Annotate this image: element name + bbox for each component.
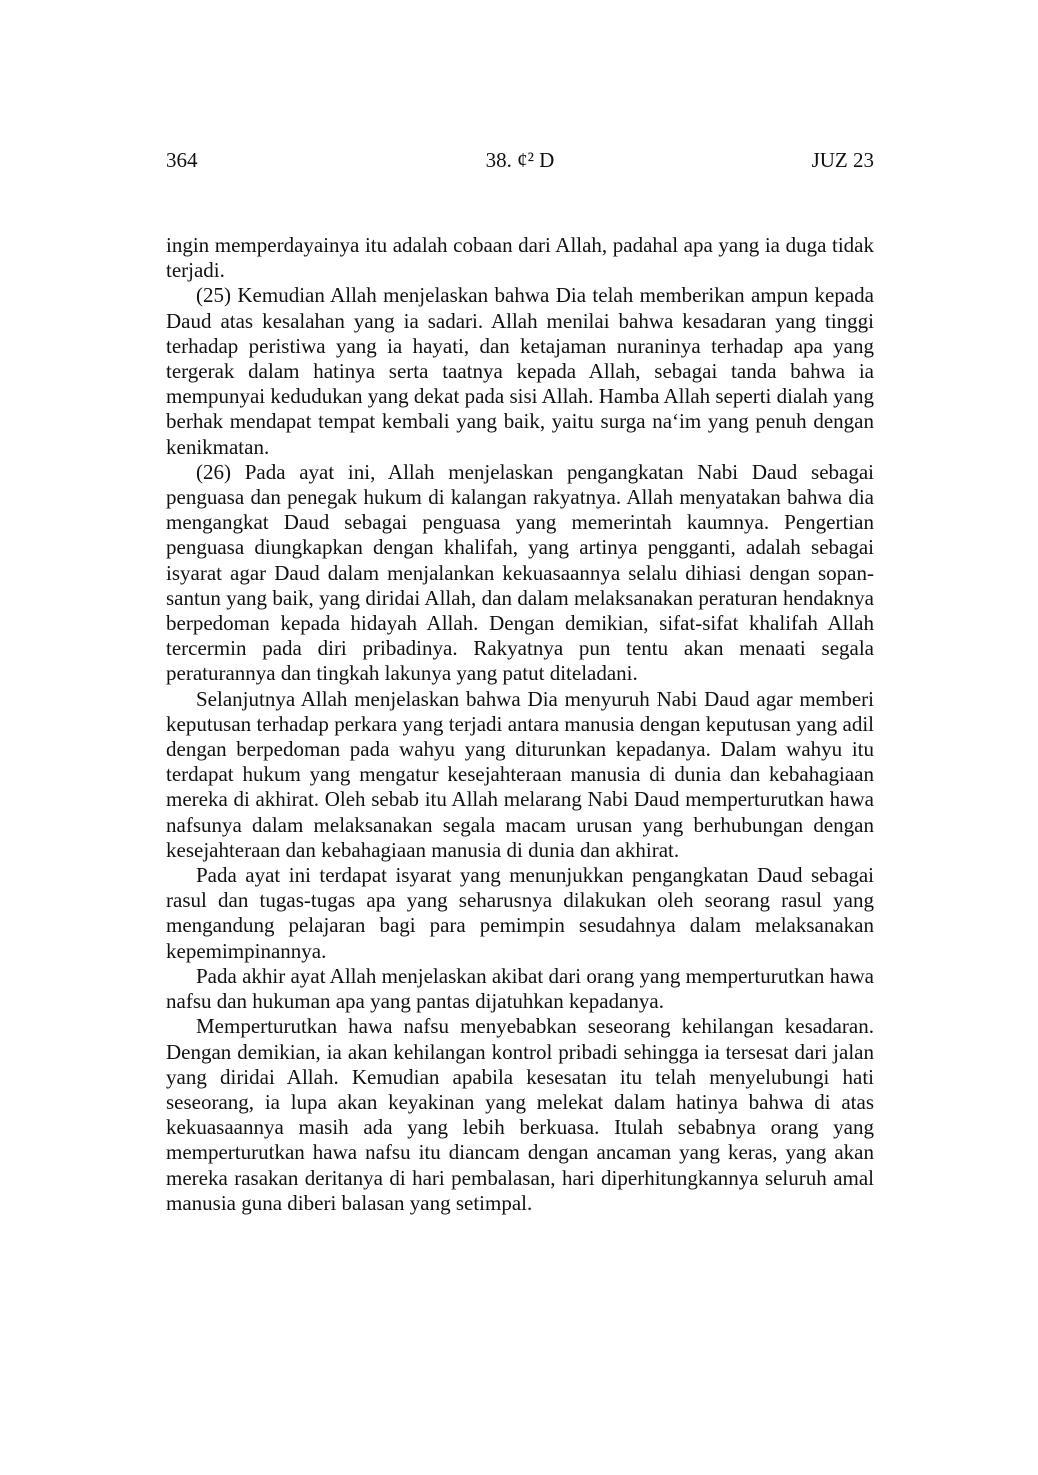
body-text [166, 233, 874, 1216]
juz-label: JUZ 23 [811, 148, 874, 172]
paragraph: Memperturutkan hawa nafsu menyebabkan seseorang kehilangan kesadaran. Dengan demikian, ia akan kehilangan kontrol pribadi sehingga ia tersesat dari jalan yang diridai Allah. Kemudian apabila kesesatan itu telah menyelubungi hati seseorang, ia lupa akan keyakinan yang melekat dalam hatinya bahwa di atas kekuasaannya masih ada yang lebih berkuasa. Itulah sebabnya orang yang memperturutkan hawa nafsu itu diancam dengan ancaman yang keras, yang akan mereka rasakan deritanya di hari pembalasan, hari diperhitungkannya seluruh amal manusia guna diberi balasan yang setimpal. [166, 1014, 874, 1215]
page-number: 364 [166, 148, 198, 172]
paragraph-verse-25: (25) Kemudian Allah menjelaskan bahwa Dia telah memberikan ampun kepada Daud atas kesalahan yang ia sadari. Allah menilai bahwa kesadaran yang tinggi terhadap peristiwa yang ia hayati, dan ketajaman nuraninya terhadap apa yang tergerak dalam hatinya serta taatnya kepada Allah, sebagai tanda bahwa ia mempunyai kedudukan yang dekat pada sisi Allah. Hamba Allah seperti dialah yang berhak mendapat tempat kembali yang baik, yaitu surga na‘im yang penuh dengan kenikmatan. [166, 283, 874, 459]
page-header [166, 147, 874, 173]
paragraph: Pada akhir ayat Allah menjelaskan akibat dari orang yang memperturutkan hawa nafsu dan hukuman apa yang pantas dijatuhkan kepadanya. [166, 963, 874, 1014]
paragraph: Selanjutnya Allah menjelaskan bahwa Dia menyuruh Nabi Daud agar memberi keputusan terhadap perkara yang terjadi antara manusia dengan keputusan yang adil dengan berpedoman pada wahyu yang diturunkan kepadanya. Dalam wahyu itu terdapat hukum yang mengatur kesejahteraan manusia di dunia dan kebahagiaan mereka di akhirat. Oleh sebab itu Allah melarang Nabi Daud memperturutkan hawa nafsunya dalam melaksanakan segala macam urusan yang berhubungan dengan kesejahteraan dan kebahagiaan manusia di dunia dan akhirat. [166, 686, 874, 862]
paragraph-continuation: ingin memperdayainya itu adalah cobaan dari Allah, padahal apa yang ia duga tidak terjadi. [166, 233, 874, 283]
paragraph: Pada ayat ini terdapat isyarat yang menunjukkan pengangkatan Daud sebagai rasul dan tugas-tugas apa yang seharusnya dilakukan oleh seorang rasul yang mengandung pelajaran bagi para pemimpin sesudahnya dalam melaksanakan kepemimpinannya. [166, 863, 874, 963]
surah-title: 38. ¢² D [485, 148, 555, 172]
paragraph-verse-26: (26) Pada ayat ini, Allah menjelaskan pengangkatan Nabi Daud sebagai penguasa dan penegak hukum di kalangan rakyatnya. Allah menyatakan bahwa dia mengangkat Daud sebagai penguasa yang memerintah kaumnya. Pengertian penguasa diungkapkan dengan khalifah, yang artinya pengganti, adalah sebagai isyarat agar Daud dalam menjalankan kekuasaannya selalu dihiasi dengan sopan-santun yang baik, yang diridai Allah, dan dalam melaksanakan peraturan hendaknya berpedoman kepada hidayah Allah. Dengan demikian, sifat-sifat khalifah Allah tercermin pada diri pribadinya. Rakyatnya pun tentu akan menaati segala peraturannya dan tingkah lakunya yang patut diteladani. [166, 459, 874, 686]
